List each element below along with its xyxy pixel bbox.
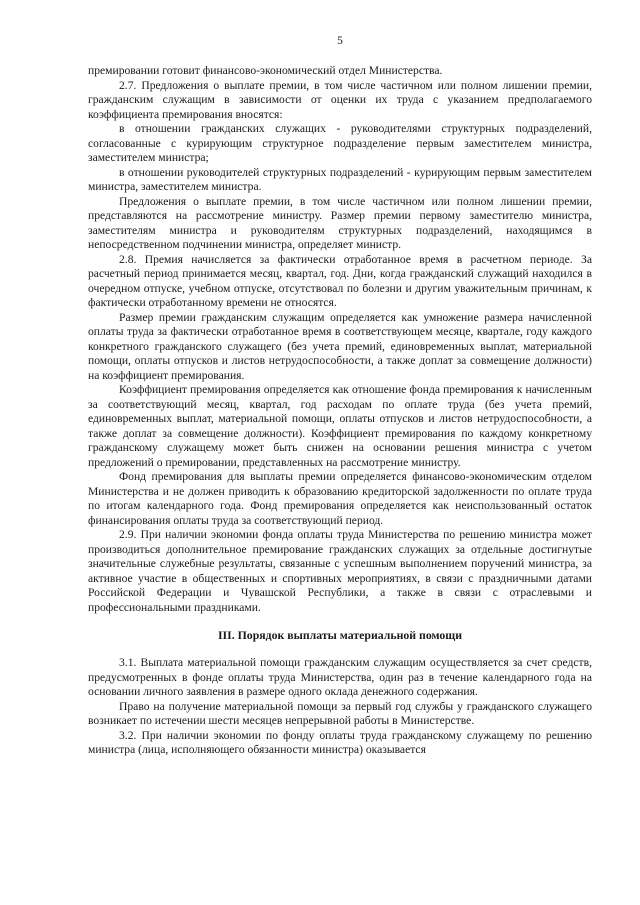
paragraph: Право на получение материальной помощи за первый год службы у гражданского служащего возникает по истечении шести месяцев непрерывной работы в Министерстве.	[88, 699, 592, 727]
section-heading: III. Порядок выплаты материальной помощи	[217, 628, 463, 642]
paragraph: в отношении гражданских служащих - руководителями структурных подразделений, согласованные с курирующим структурное подразделение первым заместителем министра, заместителем министра;	[88, 122, 592, 164]
paragraph: Коэффициент премирования определяется как отношение фонда премирования к начисленным за соответствующий месяц, квартал, год расходам по оплате труда (без учета премий, единовременных выплат, материальной помощи, оплаты отпусков и листов нетрудоспособности, а также доплат за совмещение должности). Коэффициент премирования по каждому конкретному гражданскому служащему может быть снижен на основании решения министра с учетом предложений о премировании, представленных на рассмотрение министру.	[88, 383, 592, 469]
page-number: 5	[337, 35, 343, 47]
paragraph: Предложения о выплате премии, в том числе частичном или полном лишении премии, представляются на рассмотрение министру. Размер премии первому заместителю министра, заместителям министра и руководителям структурных подразделений, находящимся в непосредственном подчинении министра, определяет министр.	[88, 194, 592, 251]
paragraph: премировании готовит финансово-экономический отдел Министерства.	[88, 64, 443, 77]
paragraph: Размер премии гражданским служащим определяется как умножение размера начисленной оплаты труда за фактически отработанное время в соответствующем месяце, квартале, году каждого конкретного гражданского служащего (без учета премий, единовременных выплат, материальной помощи, оплаты отпусков и листов нетрудоспособности, а также доплат за совмещение должности) на коэффициент премирования.	[88, 310, 592, 382]
paragraph: 2.8. Премия начисляется за фактически отработанное время в расчетном периоде. За расчетный период принимается месяц, квартал, год. Дни, когда гражданский служащий находился в очередном отпуске, учебном отпуске, отсутствовал по болезни и другим уважительным причинам, к фактически отработанному времени не относятся.	[88, 252, 592, 309]
paragraph: 2.7. Предложения о выплате премии, в том числе частичном или полном лишении премии, гражданским служащим в зависимости от оценки их труда с указанием предполагаемого коэффициента премирования вносятся:	[88, 78, 592, 121]
paragraph: 3.1. Выплата материальной помощи гражданским служащим осуществляется за счет средств, предусмотренных в фонде оплаты труда Министерства, один раз в течение календарного года на основании личного заявления в размере одного оклада денежного содержания.	[88, 656, 592, 698]
paragraph: Фонд премирования для выплаты премии определяется финансово-экономическим отделом Министерства и не должен приводить к образованию кредиторской задолженности по оплате труда по итогам календарного года. Фонд премирования определяется как неиспользованный остаток финансирования оплаты труда за соответствующий период.	[88, 470, 592, 527]
paragraph: 2.9. При наличии экономии фонда оплаты труда Министерства по решению министра может производиться дополнительное премирование гражданских служащих за отдельные достигнутые значительные служебные результаты, связанные с успешным выполнением поручений министра, за активное участие в общественных и спортивных мероприятиях, в связи с праздничными датами Российской Федерации и Чувашской Республики, а также в связи с отраслевыми и профессиональными праздниками.	[88, 528, 592, 614]
paragraph: в отношении руководителей структурных подразделений - курирующим первым заместителем министра, заместителем министра.	[88, 165, 592, 193]
body-text-after-heading	[88, 656, 592, 758]
body-text-before-heading	[88, 64, 592, 615]
paragraph: 3.2. При наличии экономии по фонду оплаты труда гражданскому служащему по решению министра (лица, исполняющего обязанности министра) оказывается	[88, 728, 592, 756]
